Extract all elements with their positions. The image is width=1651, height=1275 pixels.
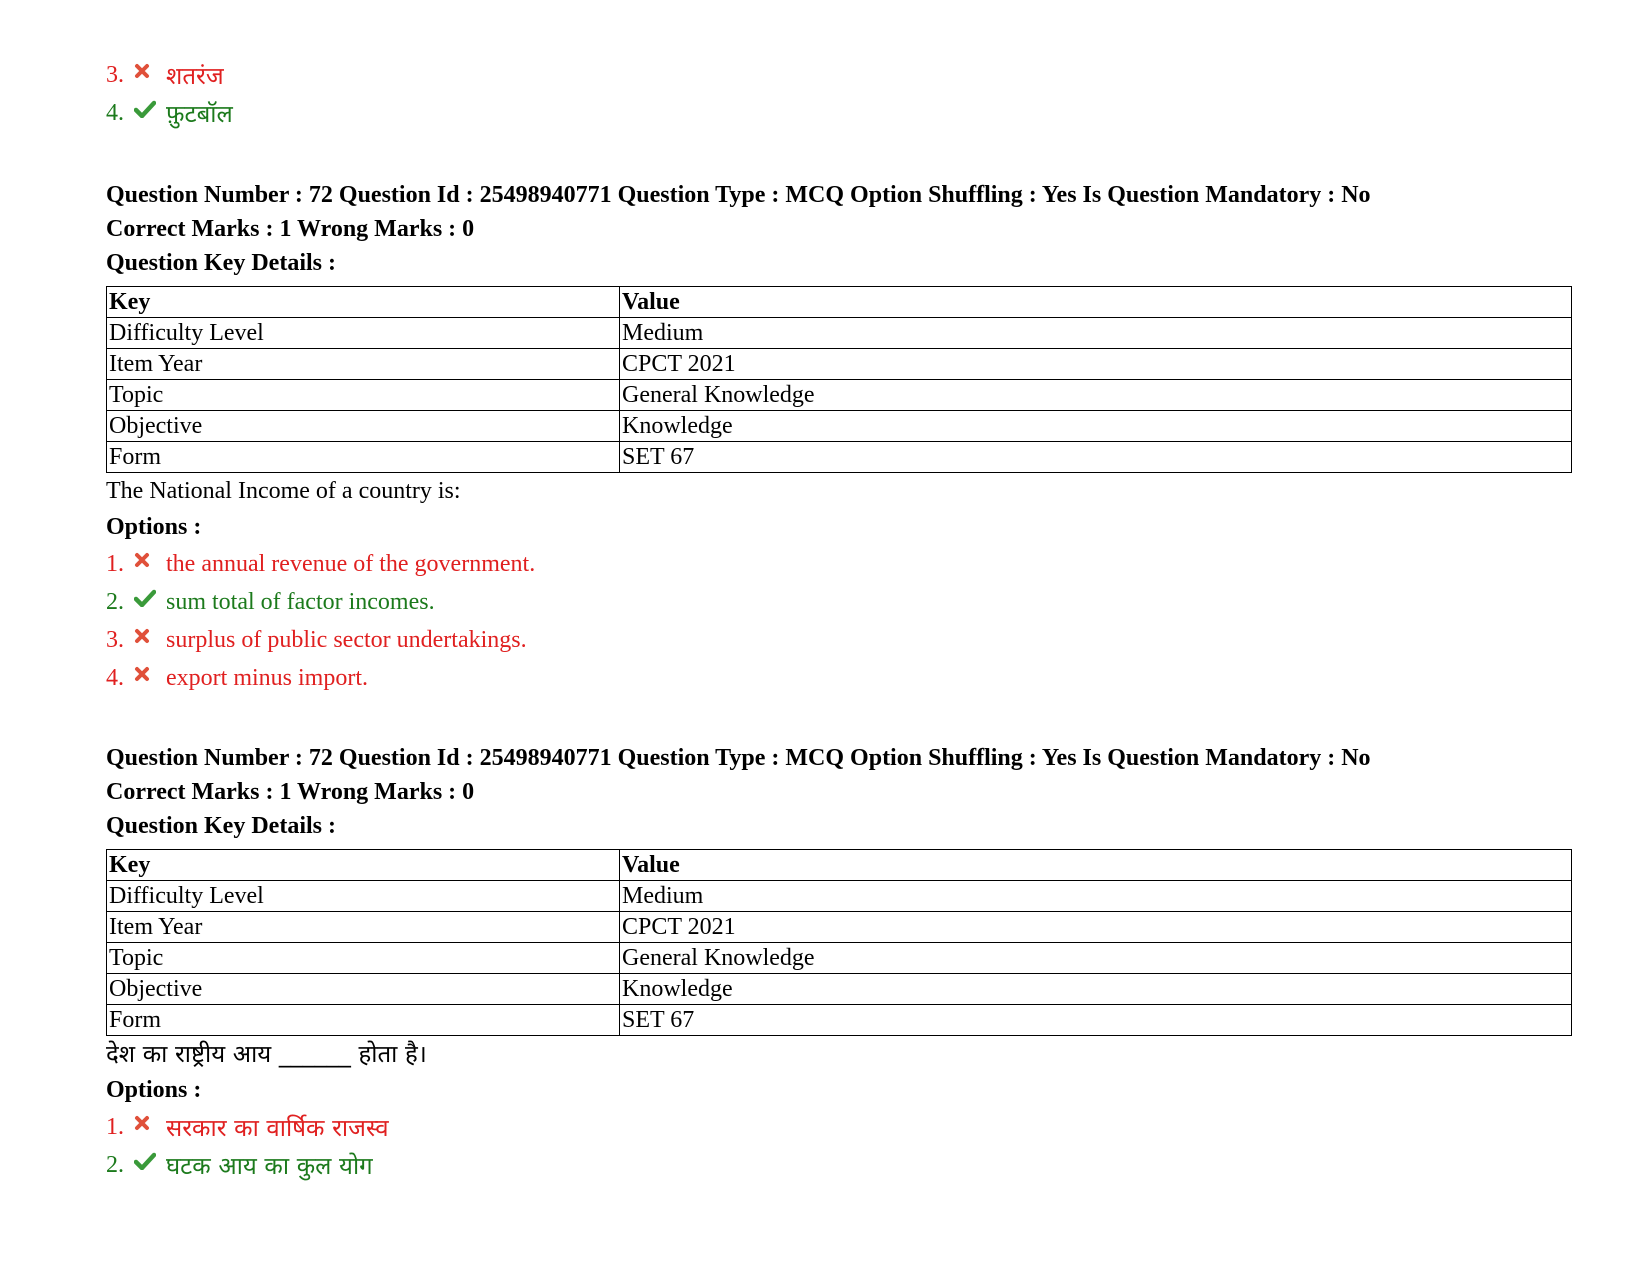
question-header: Question Number : 72 Question Id : 25498940771 Question Type : MCQ Option Shuffling : Yes Is Question Mandatory : No xyxy=(106,745,1371,771)
table-cell-key: Difficulty Level xyxy=(107,881,620,912)
option-number: 4. xyxy=(106,664,124,691)
table-row xyxy=(107,1005,1572,1036)
table-cell-value: Medium xyxy=(620,318,1572,349)
option-number: 1. xyxy=(106,550,124,577)
table-cell-value: General Knowledge xyxy=(620,943,1572,974)
question-text: The National Income of a country is: xyxy=(106,478,461,504)
table-header-value: Value xyxy=(620,287,1572,318)
table-cell-value: CPCT 2021 xyxy=(620,912,1572,943)
option-text: सरकार का वार्षिक राजस्व xyxy=(166,1113,389,1142)
option-number: 2. xyxy=(106,1151,124,1178)
option-item xyxy=(106,1146,1572,1184)
cross-icon xyxy=(134,552,162,568)
previous-question-options xyxy=(106,56,1572,132)
table-row xyxy=(107,912,1572,943)
table-cell-value: CPCT 2021 xyxy=(620,349,1572,380)
table-cell-value: Knowledge xyxy=(620,411,1572,442)
table-cell-key: Item Year xyxy=(107,349,620,380)
options-label: Options : xyxy=(106,1077,202,1103)
table-cell-key: Difficulty Level xyxy=(107,318,620,349)
option-number: 3. xyxy=(106,61,124,88)
table-row xyxy=(107,349,1572,380)
key-details-label: Question Key Details : xyxy=(106,250,336,276)
check-icon xyxy=(134,589,162,607)
question-header: Question Number : 72 Question Id : 25498940771 Question Type : MCQ Option Shuffling : Yes Is Question Mandatory : No xyxy=(106,182,1371,208)
table-cell-value: SET 67 xyxy=(620,442,1572,473)
option-number: 3. xyxy=(106,626,124,653)
table-row xyxy=(107,974,1572,1005)
table-header-key: Key xyxy=(107,850,620,881)
option-text: फ़ुटबॉल xyxy=(166,99,233,128)
option-text: the annual revenue of the government. xyxy=(166,550,536,577)
option-text: घटक आय का कुल योग xyxy=(166,1151,373,1180)
option-text: sum total of factor incomes. xyxy=(166,588,435,615)
option-number: 4. xyxy=(106,99,124,126)
table-cell-value: Medium xyxy=(620,881,1572,912)
option-item xyxy=(106,56,1572,94)
option-text: surplus of public sector undertakings. xyxy=(166,626,527,653)
table-header-row xyxy=(107,287,1572,318)
table-row xyxy=(107,881,1572,912)
option-item xyxy=(106,1108,1572,1146)
table-cell-key: Form xyxy=(107,1005,620,1036)
option-item xyxy=(106,545,1572,583)
table-header-row xyxy=(107,850,1572,881)
table-cell-key: Objective xyxy=(107,411,620,442)
table-cell-key: Topic xyxy=(107,943,620,974)
question-text: देश का राष्ट्रीय आय ______ होता है। xyxy=(106,1040,427,1068)
table-cell-key: Objective xyxy=(107,974,620,1005)
table-row xyxy=(107,318,1572,349)
option-item xyxy=(106,583,1572,621)
check-icon xyxy=(134,1152,162,1170)
table-cell-value: Knowledge xyxy=(620,974,1572,1005)
table-header-key: Key xyxy=(107,287,620,318)
table-cell-value: SET 67 xyxy=(620,1005,1572,1036)
table-row xyxy=(107,380,1572,411)
key-details-label: Question Key Details : xyxy=(106,813,336,839)
question-marks: Correct Marks : 1 Wrong Marks : 0 xyxy=(106,779,475,805)
table-cell-key: Form xyxy=(107,442,620,473)
option-text: शतरंज xyxy=(166,61,224,90)
table-cell-key: Item Year xyxy=(107,912,620,943)
table-row xyxy=(107,411,1572,442)
document-page xyxy=(106,56,1572,1184)
options-label: Options : xyxy=(106,514,202,540)
option-number: 1. xyxy=(106,1113,124,1140)
cross-icon xyxy=(134,63,162,79)
question-block xyxy=(106,178,1572,697)
option-item xyxy=(106,659,1572,697)
cross-icon xyxy=(134,628,162,644)
key-details-table xyxy=(106,286,1572,473)
table-row xyxy=(107,943,1572,974)
option-item xyxy=(106,621,1572,659)
question-block xyxy=(106,741,1572,1184)
check-icon xyxy=(134,100,162,118)
option-item xyxy=(106,94,1572,132)
table-cell-key: Topic xyxy=(107,380,620,411)
table-cell-value: General Knowledge xyxy=(620,380,1572,411)
cross-icon xyxy=(134,1115,162,1131)
table-row xyxy=(107,442,1572,473)
question-marks: Correct Marks : 1 Wrong Marks : 0 xyxy=(106,216,475,242)
option-number: 2. xyxy=(106,588,124,615)
key-details-table xyxy=(106,849,1572,1036)
cross-icon xyxy=(134,666,162,682)
table-header-value: Value xyxy=(620,850,1572,881)
option-text: export minus import. xyxy=(166,664,368,691)
